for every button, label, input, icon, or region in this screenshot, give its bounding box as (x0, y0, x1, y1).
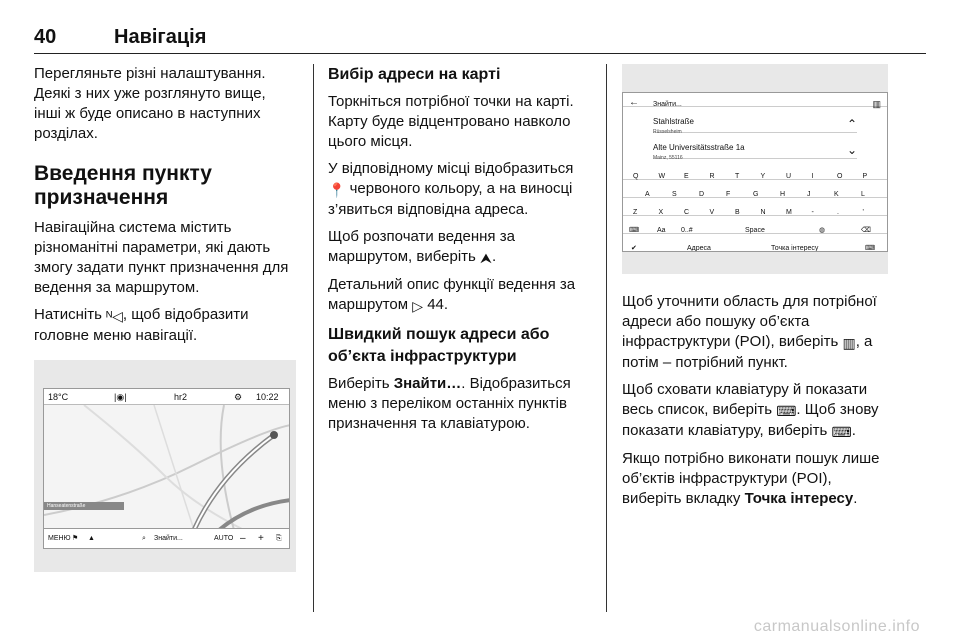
hide-text-b: . Щоб знову показати клавіатуру, виберіть (622, 401, 879, 439)
globe-icon[interactable]: ◍ (819, 227, 826, 234)
poi-text-bold: Точка інтересу (744, 490, 854, 507)
map-view[interactable] (44, 405, 289, 530)
select-text-a: Виберіть (328, 375, 394, 392)
flag-icon[interactable]: ⚑ (72, 535, 79, 542)
marker-text-a: У відповідному місці відобразиться (328, 160, 574, 177)
gps-icon: |◉| (114, 392, 127, 402)
suggestion-1[interactable] (653, 109, 857, 133)
start-text-a: Щоб розпочати ведення за маршрутом, виберіть (328, 228, 515, 265)
area-select-icon: ▥ (842, 335, 856, 351)
tab-poi[interactable]: Точка інтересу (771, 245, 819, 252)
detail-text-a: Детальний опис функції ведення за маршрутом (328, 276, 576, 313)
clock: 10:22 (256, 392, 279, 402)
case-key[interactable]: Aa (657, 227, 666, 234)
key-V[interactable]: V (709, 209, 715, 216)
key-G[interactable]: G (753, 191, 759, 198)
keyboard-screen (622, 92, 888, 252)
backspace-icon[interactable]: ⌫ (861, 227, 871, 234)
page-title: Навігація (114, 26, 207, 48)
key-W[interactable]: W (658, 173, 666, 180)
refine-text-b: , а потім – потрібний пункт. (622, 333, 873, 371)
page-reference: 44 (427, 296, 444, 313)
chevron-down-icon[interactable]: ⌄ (846, 143, 857, 157)
select-text-bold: Знайти… (393, 375, 462, 392)
map-roads (44, 405, 290, 530)
nav-status-bar (44, 389, 289, 405)
auto-button[interactable]: AUTO (214, 535, 234, 542)
show-keyboard-icon-inline: ⌨ (831, 424, 852, 440)
press-text-b: , щоб відобразити головне меню навігації. (34, 306, 249, 344)
column-divider-2 (606, 64, 607, 612)
press-paragraph (34, 305, 296, 346)
navigation-icon: ᴺ◁ (106, 308, 123, 324)
hide-text-a: Щоб сховати клавіатуру й показати весь список, виберіть (622, 381, 868, 418)
key-B[interactable]: B (735, 209, 740, 216)
key-T[interactable]: T (735, 173, 740, 180)
detail-paragraph (328, 275, 594, 316)
temperature: 18°C (48, 392, 69, 402)
tab-address[interactable]: Адреса (687, 245, 711, 252)
poi-text-a: Якщо потрібно виконати пошук лише об’єктів інфраструктури (POI), виберіть вкладку (622, 450, 880, 507)
chevron-up-icon[interactable]: ⌃ (846, 117, 857, 131)
heading-destination-entry: Введення пункту призначення (34, 162, 212, 209)
suggestion-2-title: Alte Universitätsstraße 1a (653, 143, 745, 152)
suggestion-2-sub: Mainz, 55116 (653, 155, 683, 161)
space-key[interactable]: Space (745, 227, 765, 234)
press-text-a: Натисніть (34, 306, 107, 323)
zoom-level: hr2 (174, 392, 188, 402)
menu-button[interactable]: МЕНЮ (48, 535, 71, 542)
keyboard-row-1 (623, 163, 887, 180)
map-pin-icon: 📍 (328, 182, 346, 198)
key-.[interactable]: . (837, 209, 839, 216)
key-P[interactable]: P (862, 173, 868, 180)
key-K[interactable]: K (834, 191, 839, 198)
zoom-out-button[interactable]: – (240, 533, 246, 544)
street-name: Hanseatenstraße (44, 502, 124, 510)
intro-paragraph: Перегляньте різні налаштування. Деякі з них уже розглянуто вище, інші ж буде описано в наступних розділах. (34, 65, 266, 142)
page-number: 40 (34, 26, 57, 48)
settings-icon: ⚙ (234, 392, 243, 402)
key-O[interactable]: O (837, 173, 843, 180)
heading-quick-search: Швидкий пошук адреси або об’єкта інфраструктури (328, 326, 550, 365)
key-H[interactable]: H (780, 191, 786, 198)
column-3 (622, 64, 888, 516)
hide-paragraph (622, 380, 888, 442)
key-L[interactable]: L (861, 191, 865, 198)
heading-map-address: Вибір адреси на карті (328, 66, 501, 83)
key-A[interactable]: A (645, 191, 650, 198)
refine-text-a: Щоб уточнити область для потрібної адреси або пошуку об’єкта інфраструктури (POI), виберіть (622, 293, 877, 350)
key-X[interactable]: X (658, 209, 664, 216)
suggestion-1-sub: Rüsselsheim (653, 129, 682, 135)
hide-keyboard-icon-inline: ⌨ (776, 403, 797, 419)
nav-bottom-bar (44, 528, 289, 548)
key-M[interactable]: M (786, 209, 792, 216)
column-divider-1 (313, 64, 314, 612)
search-icon: ⌕ (142, 535, 146, 542)
tab-bar (623, 235, 887, 252)
keyboard-row-3 (623, 199, 887, 216)
key-D[interactable]: D (699, 191, 705, 198)
key-Z[interactable]: Z (633, 209, 638, 216)
key-C[interactable]: C (684, 209, 690, 216)
column-1 (34, 64, 296, 572)
keyboard-screenshot (622, 64, 888, 274)
numbers-key[interactable]: 0..# (681, 227, 693, 234)
refine-paragraph (622, 292, 888, 373)
person-icon[interactable]: ▲ (88, 535, 95, 542)
keyboard-row-2 (623, 181, 887, 198)
area-icon[interactable]: ▥ (872, 99, 881, 109)
watermark: carmanualsonline.info (753, 618, 920, 635)
select-paragraph (328, 374, 594, 434)
marker-text-b: червоного кольору, а на виносці з’явиться відповідна адреса. (328, 180, 573, 218)
start-text-b: . (491, 248, 497, 265)
column-2 (328, 64, 594, 441)
search-input[interactable]: Знайти... (653, 101, 682, 108)
view-icon[interactable]: ⎘ (276, 535, 282, 542)
key-Q[interactable]: Q (633, 173, 639, 180)
detail-text-b: . (443, 296, 449, 313)
zoom-in-button[interactable]: + (258, 533, 264, 544)
suggestion-1-title: Stahlstraße (653, 117, 694, 126)
tap-paragraph: Торкніться потрібної точки на карті. Карту буде відцентровано навколо цього місця. (328, 93, 574, 150)
keyboard-toggle-icon[interactable]: ⌨ (629, 227, 640, 234)
poi-text-b: . (853, 490, 858, 507)
key-S[interactable]: S (672, 191, 677, 198)
marker-paragraph (328, 159, 594, 220)
suggestion-2[interactable] (653, 135, 857, 159)
find-button[interactable]: Знайти... (154, 535, 183, 542)
entry-paragraph: Навігаційна система містить різноманітні параметри, які дають змогу задати пункт призначення для ведення за маршрутом. (34, 219, 289, 296)
start-guidance-icon: ⮝ (480, 250, 492, 266)
key-F[interactable]: F (726, 191, 731, 198)
key-N[interactable]: N (760, 209, 766, 216)
back-arrow-icon[interactable]: ← (629, 97, 639, 108)
hide-keyboard-icon[interactable]: ⌨ (865, 245, 876, 252)
key-E[interactable]: E (684, 173, 689, 180)
navigation-screenshot (34, 360, 296, 572)
poi-paragraph (622, 449, 888, 509)
page-header (34, 26, 926, 54)
key-Y[interactable]: Y (760, 173, 766, 180)
hide-text-c: . (851, 422, 856, 439)
key-R[interactable]: R (709, 173, 715, 180)
key-I[interactable]: I (811, 173, 814, 180)
position-marker (270, 431, 278, 439)
key--[interactable]: - (811, 209, 814, 216)
keyboard-row-4 (623, 217, 887, 234)
search-bar (623, 93, 887, 107)
confirm-check-icon[interactable]: ✔ (631, 245, 637, 252)
start-paragraph (328, 227, 594, 268)
select-text-b: . Відобразиться меню з переліком останніх пунктів призначення та клавіатурою. (328, 375, 571, 432)
navigation-screen (43, 388, 290, 549)
key-J[interactable]: J (807, 191, 811, 198)
key-'[interactable]: ' (862, 209, 864, 216)
key-U[interactable]: U (786, 173, 792, 180)
page-ref-icon: ▷ (412, 298, 424, 314)
